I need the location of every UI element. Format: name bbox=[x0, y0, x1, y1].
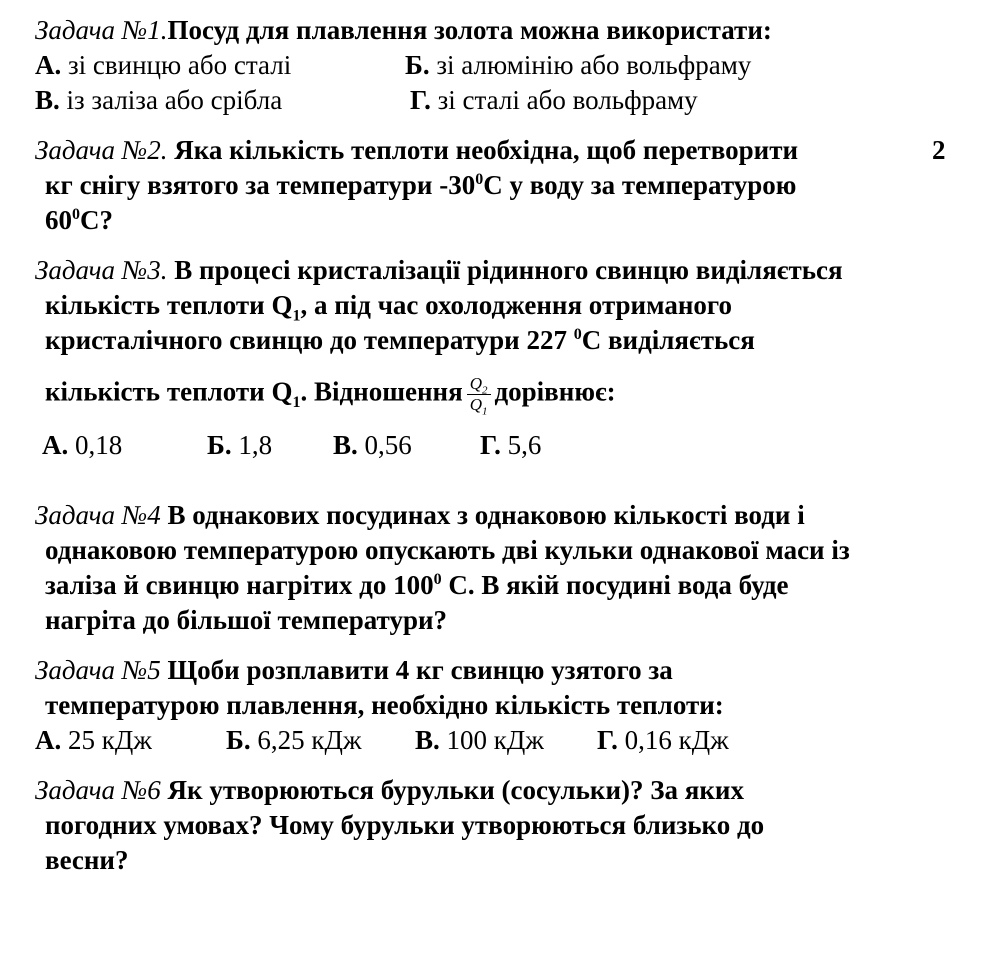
option-text: 0,16 кДж bbox=[617, 725, 729, 755]
question-text: погодних умовах? Чому бурульки утворюються близько до bbox=[45, 810, 765, 840]
ratio-fraction bbox=[467, 374, 491, 418]
option-text: зі сталі або вольфраму bbox=[430, 85, 698, 115]
text: Q bbox=[469, 374, 482, 393]
task-1-question bbox=[35, 14, 772, 46]
option bbox=[42, 429, 122, 461]
question-text: однаковою температурою опускають дві кульки однакової маси із bbox=[45, 535, 850, 565]
option-letter: Б. bbox=[207, 430, 232, 460]
option-text: 1,8 bbox=[231, 430, 273, 460]
question-text: В процесі кристалізації рідинного свинцю виділяється bbox=[174, 255, 843, 285]
superscript: 0 bbox=[72, 206, 80, 223]
question-text: весни? bbox=[45, 845, 129, 875]
question-text: температурою плавлення, необхідно кількість теплоти: bbox=[45, 690, 724, 720]
option-text: 0,18 bbox=[68, 430, 123, 460]
option bbox=[415, 724, 544, 756]
task-5-question bbox=[35, 654, 673, 686]
task-label: Задача №4 bbox=[35, 500, 161, 530]
text: С виділяється bbox=[581, 325, 755, 355]
option-letter: А. bbox=[35, 50, 62, 80]
text: 60 bbox=[45, 205, 72, 235]
question-text bbox=[45, 324, 755, 356]
question-text bbox=[45, 289, 732, 325]
subscript: 1 bbox=[482, 405, 488, 418]
superscript: 0 bbox=[573, 326, 582, 343]
option-text: 5,6 bbox=[500, 430, 542, 460]
text: Q bbox=[469, 395, 482, 414]
text: С. В якій посудині вода буде bbox=[441, 570, 789, 600]
option bbox=[333, 429, 412, 461]
option bbox=[480, 429, 541, 461]
option-text: 100 кДж bbox=[439, 725, 544, 755]
question-text: Яка кількість теплоти необхідна, щоб перетворити bbox=[174, 135, 799, 165]
task-label: Задача №3. bbox=[35, 255, 168, 285]
text: кристалічного свинцю до температури 227 bbox=[45, 325, 574, 355]
option bbox=[35, 49, 291, 81]
option-letter: Г. bbox=[410, 85, 431, 115]
text: С у воду за температурою bbox=[483, 170, 797, 200]
question-text bbox=[45, 569, 789, 601]
option bbox=[35, 84, 282, 116]
text: кількість теплоти Q bbox=[45, 376, 293, 407]
option bbox=[207, 429, 272, 461]
text: кг снігу взятого за температури -30 bbox=[45, 170, 476, 200]
option bbox=[410, 84, 698, 116]
task-label: Задача №1. bbox=[35, 15, 168, 45]
option-letter: Б. bbox=[226, 725, 251, 755]
question-text: Як утворюються бурульки (сосульки)? За яких bbox=[160, 775, 744, 805]
task-3-question bbox=[35, 254, 843, 286]
question-text: нагріта до більшої температури? bbox=[45, 605, 448, 635]
text: С? bbox=[80, 205, 113, 235]
option bbox=[35, 724, 152, 756]
superscript: 0 bbox=[475, 171, 484, 188]
option-letter: А. bbox=[42, 430, 69, 460]
option bbox=[226, 724, 362, 756]
subscript: 2 bbox=[482, 384, 488, 397]
option-letter: Г. bbox=[597, 725, 618, 755]
question-text bbox=[45, 204, 113, 236]
option-text: зі алюмінію або вольфраму bbox=[429, 50, 752, 80]
question-text: В однакових посудинах з однаковою кількості води і bbox=[160, 500, 805, 530]
task-4-question bbox=[35, 499, 805, 531]
question-text: Щоби розплавити 4 кг свинцю узятого за bbox=[160, 655, 673, 685]
question-text: 2 bbox=[932, 135, 946, 165]
option-text: зі свинцю або сталі bbox=[61, 50, 292, 80]
option-text: 25 кДж bbox=[61, 725, 152, 755]
text: заліза й свинцю нагрітих до 100 bbox=[45, 570, 434, 600]
task-2-question bbox=[35, 134, 798, 166]
option-letter: Б. bbox=[405, 50, 430, 80]
task-label: Задача №6 bbox=[35, 775, 161, 805]
question-text: Посуд для плавлення золота можна використати: bbox=[167, 15, 772, 45]
fraction-denominator bbox=[467, 395, 491, 418]
question-text bbox=[45, 374, 616, 418]
option-text: 6,25 кДж bbox=[250, 725, 362, 755]
option-letter: А. bbox=[35, 725, 62, 755]
subscript: 1 bbox=[292, 307, 301, 325]
task-label: Задача №5 bbox=[35, 655, 161, 685]
option bbox=[405, 49, 751, 81]
text: дорівнює: bbox=[494, 376, 616, 407]
question-text bbox=[45, 169, 796, 201]
option-letter: Г. bbox=[480, 430, 501, 460]
option bbox=[597, 724, 729, 756]
fraction-numerator bbox=[467, 374, 491, 395]
text: . Відношення bbox=[300, 376, 463, 407]
subscript: 1 bbox=[292, 394, 301, 412]
option-text: із заліза або срібла bbox=[59, 85, 283, 115]
text: кількість теплоти Q bbox=[45, 290, 293, 320]
superscript: 0 bbox=[433, 571, 442, 588]
task-6-question bbox=[35, 774, 744, 806]
text: , а під час охолодження отриманого bbox=[300, 290, 732, 320]
option-letter: В. bbox=[35, 85, 60, 115]
option-text: 0,56 bbox=[357, 430, 412, 460]
option-letter: В. bbox=[415, 725, 440, 755]
task-label: Задача №2. bbox=[35, 135, 168, 165]
option-letter: В. bbox=[333, 430, 358, 460]
